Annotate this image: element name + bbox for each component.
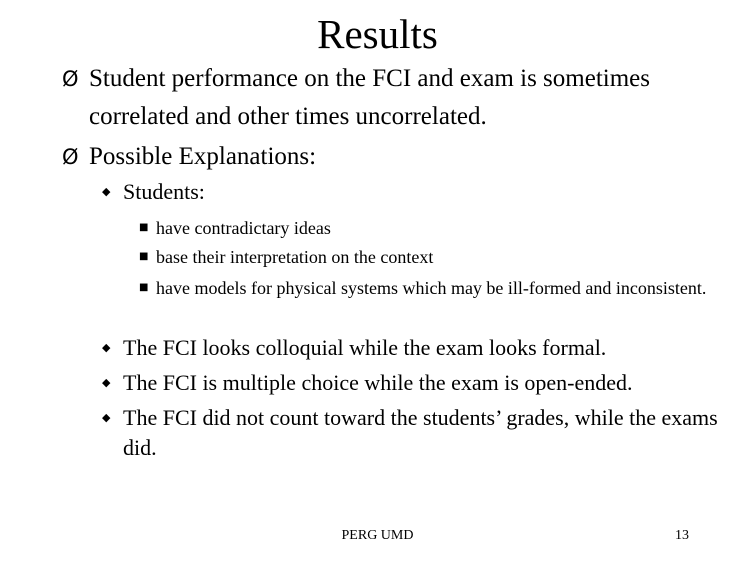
diamond-bullet-icon: ◆ bbox=[102, 341, 111, 354]
diamond-bullet-icon: ◆ bbox=[102, 376, 111, 389]
subbullet-multiple-choice bbox=[102, 368, 722, 398]
slide-number: 13 bbox=[675, 528, 689, 543]
slide-title: Results bbox=[317, 11, 438, 57]
arrow-bullet-icon: Ø bbox=[62, 67, 79, 91]
bullet-performance bbox=[62, 60, 722, 136]
subbullet-students bbox=[102, 177, 722, 207]
bullet-text: Possible Explanations: bbox=[89, 143, 317, 170]
student-item-context bbox=[139, 245, 709, 269]
bullet-explanations bbox=[62, 138, 722, 176]
subbullet-text: The FCI did not count toward the students’ grades, while the exams did. bbox=[123, 405, 718, 460]
diamond-bullet-icon: ◆ bbox=[102, 411, 111, 424]
square-bullet-icon: ■ bbox=[139, 222, 149, 233]
footer-label: PERG UMD bbox=[341, 528, 414, 543]
student-item-text: base their interpretation on the context bbox=[156, 247, 434, 267]
subbullet-grades bbox=[102, 403, 722, 463]
subbullet-text: The FCI is multiple choice while the exam is open-ended. bbox=[123, 370, 633, 395]
diamond-bullet-icon: ◆ bbox=[102, 185, 111, 198]
square-bullet-icon: ■ bbox=[139, 282, 149, 293]
student-item-text: have models for physical systems which may be ill-formed and inconsistent. bbox=[156, 278, 707, 298]
subbullet-text: The FCI looks colloquial while the exam looks formal. bbox=[123, 335, 607, 360]
bullet-text: Student performance on the FCI and exam is sometimes correlated and other times uncorrelated. bbox=[89, 65, 650, 130]
subbullet-text: Students: bbox=[123, 179, 205, 204]
student-item-text: have contradictary ideas bbox=[156, 218, 331, 238]
arrow-bullet-icon: Ø bbox=[62, 145, 79, 169]
subbullet-colloquial bbox=[102, 333, 722, 363]
student-item-models bbox=[139, 276, 709, 300]
square-bullet-icon: ■ bbox=[139, 251, 149, 262]
student-item-contradictory bbox=[139, 216, 709, 240]
